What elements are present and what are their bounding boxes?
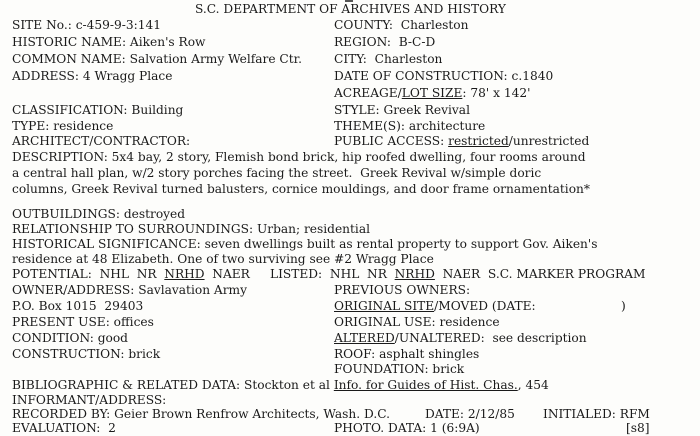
evaluation: EVALUATION: 2 [12, 421, 116, 435]
classification: CLASSIFICATION: Building [12, 103, 184, 117]
foundation: FOUNDATION: brick [334, 362, 465, 376]
present-use: PRESENT USE: offices [12, 315, 154, 329]
description-line: a central hall plan, w/2 story porches facing the street. Greek Revival w/simple doric [12, 166, 542, 180]
bibliography [12, 378, 549, 393]
county: COUNTY: Charleston [334, 18, 469, 32]
bibliography-source: Info. for Guides of Hist. Chas. [333, 378, 518, 392]
type: TYPE: residence [12, 119, 114, 133]
owner-address: OWNER/ADDRESS: Savlavation Army [12, 283, 247, 297]
unrestricted-option: /unrestricted [508, 134, 590, 148]
altered-rest: /UNALTERED: see description [394, 331, 587, 345]
description-line: DESCRIPTION: 5x4 bay, 2 story, Flemish bond brick, hip roofed dwelling, four rooms around [12, 150, 586, 164]
original-site-label: ORIGINAL SITE [334, 299, 435, 313]
description-line: columns, Greek Revival turned balusters, cornice mouldings, and door frame ornamentation* [12, 182, 590, 196]
listed-label: LISTED: NHL NR [270, 267, 395, 281]
lot-size-label: LOT SIZE [401, 86, 463, 100]
region: REGION: B-C-D [334, 35, 436, 49]
historical-significance-line: residence at 48 Elizabeth. One of two surviving see #2 Wragg Place [12, 252, 434, 266]
bibliography-rest: , 454 [517, 378, 549, 392]
listed-rest: NAER S.C. MARKER PROGRAM [434, 267, 646, 281]
listed [270, 267, 645, 282]
city: CITY: Charleston [334, 52, 443, 66]
condition: CONDITION: good [12, 331, 128, 345]
public-access-label: PUBLIC ACCESS: [334, 134, 449, 148]
outbuildings: OUTBUILDINGS: destroyed [12, 207, 186, 221]
informant-address: INFORMANT/ADDRESS: [12, 393, 167, 407]
themes: THEME(S): architecture [334, 119, 486, 133]
moved-label: /MOVED (DATE: [434, 299, 536, 313]
potential-nrhd: NRHD [164, 267, 205, 281]
photo-data: PHOTO. DATA: 1 (6:9A) [334, 421, 480, 435]
relationship-to-surroundings: RELATIONSHIP TO SURROUNDINGS: Urban; residential [12, 222, 370, 236]
altered-label: ALTERED [334, 331, 395, 345]
construction: CONSTRUCTION: brick [12, 347, 161, 361]
acreage-value: : 78' x 142' [462, 86, 531, 100]
roof: ROOF: asphalt shingles [334, 347, 480, 361]
recorded-by: RECORDED BY: Geier Brown Renfrow Architects, Wash. D.C. [12, 407, 390, 421]
address: ADDRESS: 4 Wragg Place [12, 69, 173, 83]
public-access [334, 134, 589, 149]
site-number: SITE No.: c-459-9-3:141 [12, 18, 162, 32]
previous-owners: PREVIOUS OWNERS: [334, 283, 471, 297]
potential-label: POTENTIAL: NHL NR [12, 267, 165, 281]
historical-significance-line: HISTORICAL SIGNIFICANCE: seven dwellings built as rental property to support Gov. Aiken's [12, 237, 598, 251]
bibliography-label: BIBLIOGRAPHIC & RELATED DATA: Stockton et al [12, 378, 334, 392]
record-date: DATE: 2/12/85 [425, 407, 515, 421]
po-box: P.O. Box 1015 29403 [12, 299, 144, 313]
moved-close-paren: ) [621, 299, 626, 313]
acreage-label: ACREAGE/ [334, 86, 402, 100]
original-site [334, 299, 536, 314]
architect-contractor: ARCHITECT/CONTRACTOR: [12, 134, 191, 148]
sheet-reference: [s8] [626, 421, 650, 435]
potential-rest: NAER [204, 267, 250, 281]
initialed: INITIALED: RFM [543, 407, 650, 421]
altered-unaltered [334, 331, 587, 346]
acreage-lot-size [334, 86, 530, 101]
original-use: ORIGINAL USE: residence [334, 315, 500, 329]
listed-nrhd: NRHD [394, 267, 435, 281]
common-name: COMMON NAME: Salvation Army Welfare Ctr. [12, 52, 303, 66]
style: STYLE: Greek Revival [334, 103, 470, 117]
potential [12, 267, 250, 282]
historic-name: HISTORIC NAME: Aiken's Row [12, 35, 206, 49]
card-header: S.C. DEPARTMENT OF ARCHIVES AND HISTORY [195, 2, 506, 16]
date-of-construction: DATE OF CONSTRUCTION: c.1840 [334, 69, 554, 83]
restricted-option: restricted [448, 134, 509, 148]
